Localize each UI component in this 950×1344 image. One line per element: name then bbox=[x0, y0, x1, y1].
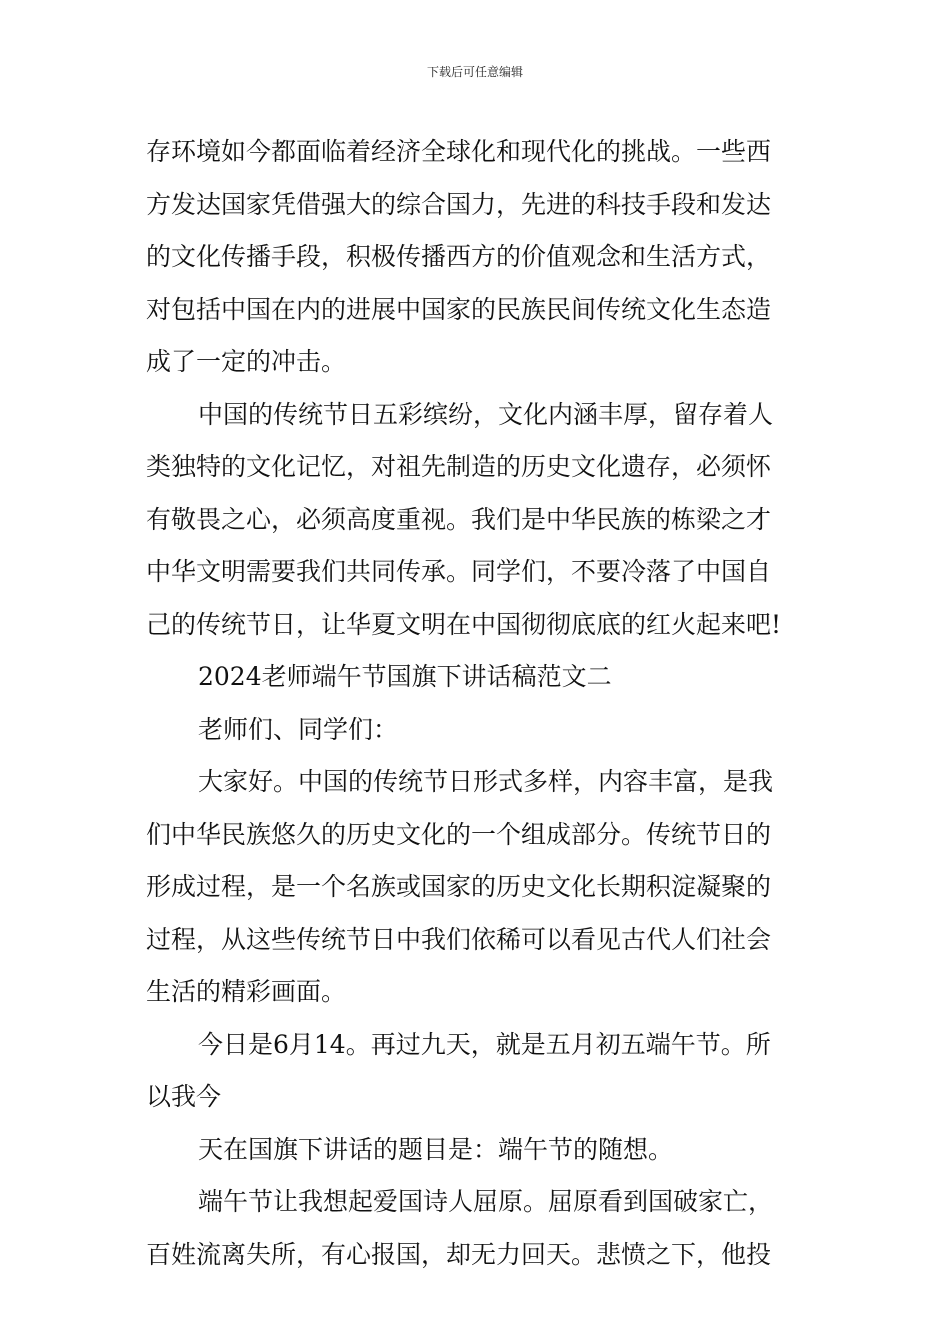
text-line: 们中华民族悠久的历史文化的一个组成部分。传统节日的 bbox=[146, 819, 772, 849]
text-line: 中国的传统节日五彩缤纷，文化内涵丰厚，留存着人 bbox=[198, 399, 774, 429]
section-title: 2024老师端午节国旗下讲话稿范文二 bbox=[198, 662, 612, 691]
text-line: 方发达国家凭借强大的综合国力，先进的科技手段和发达 bbox=[146, 189, 772, 219]
text-line: 的文化传播手段，积极传播西方的价值观念和生活方式， bbox=[146, 242, 772, 271]
text-line: 成了一定的冲击。 bbox=[146, 347, 347, 376]
text-line: 天在国旗下讲话的题目是：端午节的随想。 bbox=[198, 1134, 674, 1164]
text-line: 存环境如今都面临着经济全球化和现代化的挑战。一些西 bbox=[146, 137, 772, 166]
text-line: 过程，从这些传统节日中我们依稀可以看见古代人们社会 bbox=[146, 924, 772, 954]
text-line: 有敬畏之心，必须高度重视。我们是中华民族的栋梁之才 bbox=[146, 504, 772, 534]
text-line: 类独特的文化记忆，对祖先制造的历史文化遗存，必须怀 bbox=[146, 452, 772, 481]
text-line: 己的传统节日，让华夏文明在中国彻彻底底的红火起来吧! bbox=[146, 609, 782, 639]
text-line: 中华文明需要我们共同传承。同学们，不要冷落了中国自 bbox=[146, 557, 772, 586]
page-header: 下载后可任意编辑 bbox=[426, 65, 523, 79]
salutation: 老师们、同学们： bbox=[198, 714, 399, 744]
text-line: 大家好。中国的传统节日形式多样，内容丰富，是我 bbox=[198, 767, 774, 796]
document-body bbox=[146, 126, 811, 1281]
text-line: 今日是6月14。再过九天，就是五月初五端午节。所 bbox=[198, 1029, 771, 1059]
text-line: 生活的精彩画面。 bbox=[146, 977, 347, 1006]
text-line: 以我今 bbox=[146, 1082, 222, 1111]
text-line: 对包括中国在内的进展中国家的民族民间传统文化生态造 bbox=[146, 294, 772, 324]
text-line: 百姓流离失所，有心报国，却无力回天。悲愤之下，他投 bbox=[146, 1239, 772, 1269]
text-line: 形成过程，是一个名族或国家的历史文化长期积淀凝聚的 bbox=[146, 872, 772, 901]
text-line: 端午节让我想起爱国诗人屈原。屈原看到国破家亡， bbox=[198, 1187, 774, 1216]
